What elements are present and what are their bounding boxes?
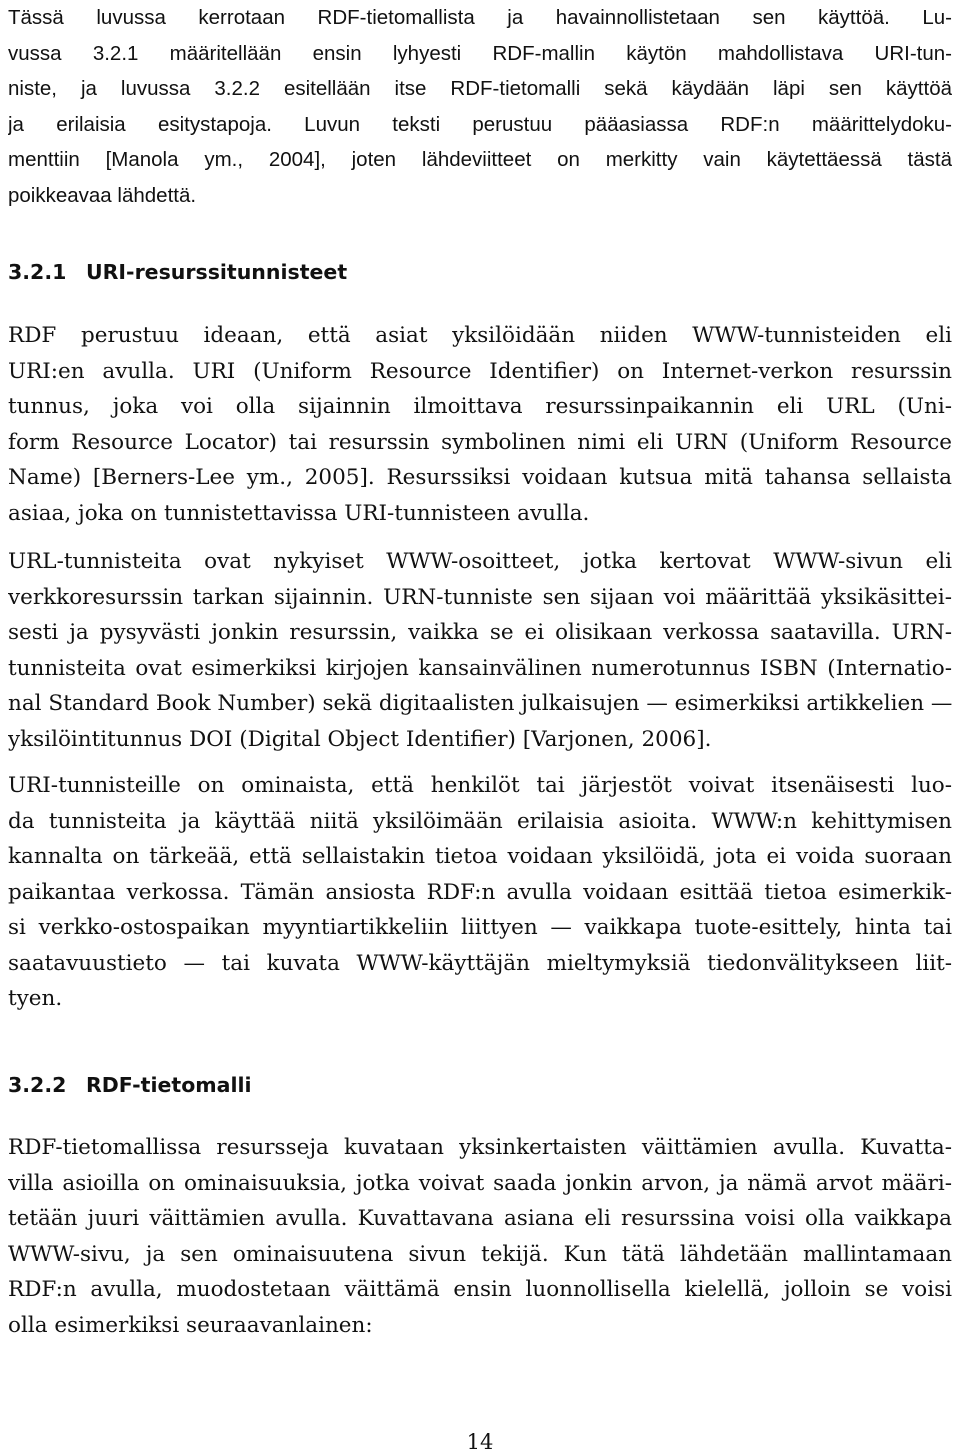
text-line: yksilöintitunnus DOI (Digital Object Identifier) [Varjonen, 2006]. [8,726,712,752]
text-line: niste, ja luvussa 3.2.2 esitellään itse RDF-tietomalli sekä käydään läpi sen käyttöä [8,77,952,100]
text-line: RDF-tietomallissa resursseja kuvataan yksinkertaisten väittämien avulla. Kuvatta- [8,1135,952,1160]
paragraph-uri-intro [8,318,952,531]
text-line: RDF perustuu ideaan, että asiat yksilöidään niiden WWW-tunnisteiden eli [8,323,952,348]
text-line: vussa 3.2.1 määritellään ensin lyhyesti RDF-mallin käytön mahdollistava URI-tun- [8,41,952,65]
section-number: 3.2.1 [8,260,67,284]
text-line: menttiin [Manola ym., 2004], joten lähdeviitteet on merkitty vain käytettäessä tästä [8,148,952,171]
text-line: villa asioilla on ominaisuuksia, jotka voivat saada jonkin arvon, ja nämä arvot määri- [8,1170,952,1196]
text-line: kannalta on tärkeää, että sellaistakin tietoa voidaan yksilöidä, jota ei voida suoraan [8,844,952,869]
text-line: Tässä luvussa kerrotaan RDF-tietomallista ja havainnollistetaan sen käyttöä. Lu- [8,6,952,29]
page-number: 14 [466,1430,494,1454]
text-line: tunnus, joka voi olla sijainnin ilmoittava resurssinpaikannin eli URL (Uni- [8,394,952,419]
text-line: URL-tunnisteita ovat nykyiset WWW-osoitteet, jotka kertovat WWW-sivun eli [8,549,952,574]
text-line: WWW-sivu, ja sen ominaisuutena sivun tekijä. Kun tätä lähdetään mallintamaan [8,1241,952,1267]
section-heading-3-2-2 [8,1073,252,1097]
text-line: saatavuustieto — tai kuvata WWW-käyttäjän mieltymyksiä tiedonvälitykseen liit- [8,950,952,976]
text-line: asiaa, joka on tunnistettavissa URI-tunnisteen avulla. [8,500,590,526]
paragraph-rdf-model [8,1130,952,1343]
text-line: URI-tunnisteille on ominaista, että henkilöt tai järjestöt voivat itsenäisesti luo- [8,773,952,798]
text-line: tyen. [8,986,63,1011]
text-line: nal Standard Book Number) sekä digitaalisten julkaisujen — esimerkiksi artikkelien — [8,691,952,716]
text-line: form Resource Locator) tai resurssin symbolinen nimi eli URN (Uniform Resource [8,429,952,455]
text-line: da tunnisteita ja käyttää niitä yksilöimään erilaisia asioita. WWW:n kehittymisen [8,808,952,834]
section-title: RDF-tietomalli [86,1073,252,1097]
intro-paragraph [8,0,952,213]
text-line: verkkoresurssin tarkan sijainnin. URN-tunniste sen sijaan voi määrittää yksikäsittei- [8,584,952,610]
text-line: poikkeavaa lähdettä. [8,183,197,207]
text-line: tunnisteita ovat esimerkiksi kirjojen kansainvälinen numerotunnus ISBN (Internatio- [8,655,952,681]
text-line: paikantaa verkossa. Tämän ansiosta RDF:n avulla voidaan esittää tietoa esimerkik- [8,879,952,905]
text-line: tetään juuri väittämien avulla. Kuvattavana asiana eli resurssina voisi olla vaikkapa [8,1206,952,1231]
text-line: si verkko-ostospaikan myyntiartikkeliin liittyen — vaikkapa tuote-esittely, hinta tai [8,915,952,940]
text-line: RDF:n avulla, muodostetaan väittämä ensin luonnollisella kielellä, jolloin se voisi [8,1277,952,1302]
paragraph-uri-properties [8,768,952,1017]
text-line: sesti ja pysyvästi jonkin resurssin, vaikka se ei olisikaan verkossa saatavilla. URN- [8,620,952,645]
section-title: URI-resurssitunnisteet [86,260,348,284]
text-line: Name) [Berners-Lee ym., 2005]. Resurssiksi voidaan kutsua mitä tahansa sellaista [8,465,952,490]
text-line: olla esimerkiksi seuraavanlainen: [8,1312,373,1338]
section-number: 3.2.2 [8,1073,67,1097]
text-line: URI:en avulla. URI (Uniform Resource Identifier) on Internet-verkon resurssin [8,358,952,384]
paragraph-url-urn [8,544,952,757]
text-line: ja erilaisia esitystapoja. Luvun teksti perustuu pääasiassa RDF:n määrittelydoku- [8,112,952,136]
section-heading-3-2-1 [8,260,347,284]
